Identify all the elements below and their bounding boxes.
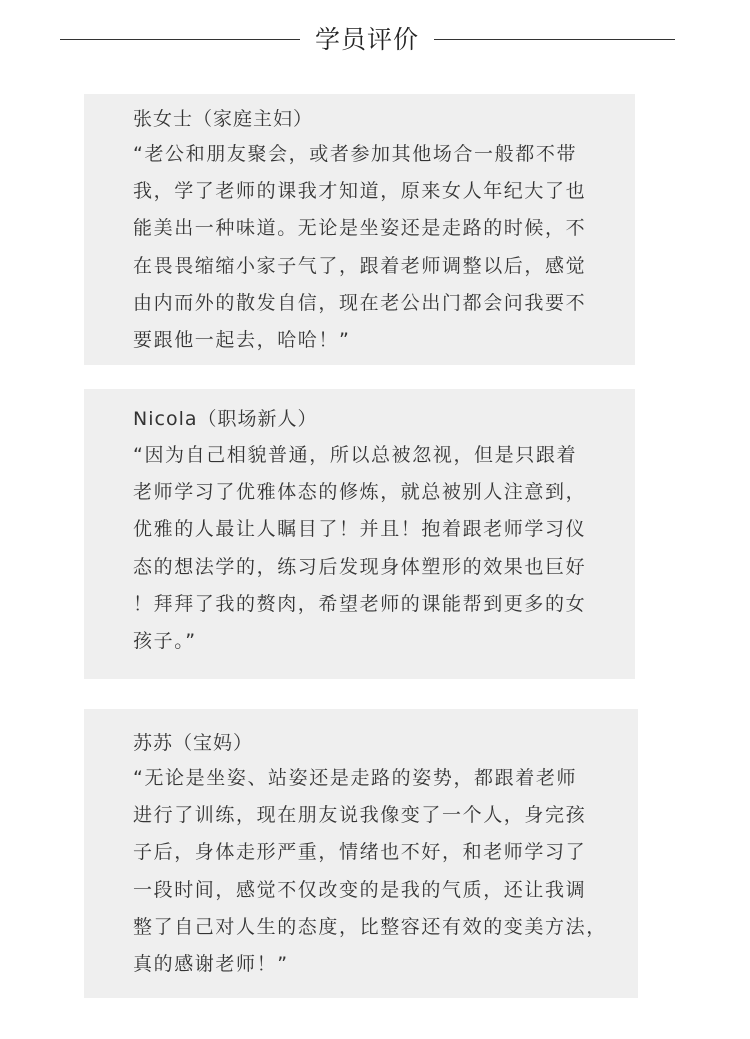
quote-line: ！拜拜了我的赘肉，希望老师的课能帮到更多的女 [133,592,587,615]
quote-line: 能美出一种味道。无论是坐姿还是走路的时候，不 [133,217,587,240]
quote-line: 老师学习了优雅体态的修炼，就总被别人注意到， [133,481,587,504]
quote-line: 一段时间，感觉不仅改变的是我的气质，还让我调 [133,878,587,901]
testimonial-card [84,389,635,679]
section-title: 学员评价 [314,25,419,54]
section-header [0,0,750,80]
testimonial-name: 张女士（家庭主妇） [133,108,314,130]
testimonial-quote [133,136,613,359]
testimonial-card [84,94,635,365]
quote-line: “老公和朋友聚会，或者参加其他场合一般都不带 [133,143,578,165]
testimonial-quote [133,437,613,660]
quote-line: 进行了训练，现在朋友说我像变了一个人，身完孩 [133,804,587,827]
quote-line: 要跟他一起去，哈哈！” [133,329,351,352]
quote-line: 真的感谢老师！” [133,953,289,976]
header-rule-left [60,39,300,40]
quote-line: 我，学了老师的课我才知道，原来女人年纪大了也 [133,180,587,203]
testimonial-name: 苏苏（宝妈） [133,732,254,754]
quote-line: 态的想法学的，练习后发现身体塑形的效果也巨好 [133,555,587,578]
quote-line: 优雅的人最让人瞩目了！并且！抱着跟老师学习仪 [133,518,587,541]
quote-line: 子后，身体走形严重，情绪也不好，和老师学习了 [133,841,587,864]
quote-line: 整了自己对人生的态度，比整容还有效的变美方法， [133,915,607,938]
quote-line: “无论是坐姿、站姿还是走路的姿势，都跟着老师 [133,767,578,789]
quote-line: 孩子。” [133,630,197,653]
testimonial-name: Nicola（职场新人） [133,408,318,430]
quote-line: 由内而外的散发自信，现在老公出门都会问我要不 [133,291,587,314]
header-rule-right [434,39,675,40]
testimonial-quote [133,760,623,983]
quote-line: 在畏畏缩缩小家子气了，跟着老师调整以后，感觉 [133,254,587,277]
testimonial-card [84,709,638,998]
quote-line: “因为自己相貌普通，所以总被忽视，但是只跟着 [133,444,578,466]
